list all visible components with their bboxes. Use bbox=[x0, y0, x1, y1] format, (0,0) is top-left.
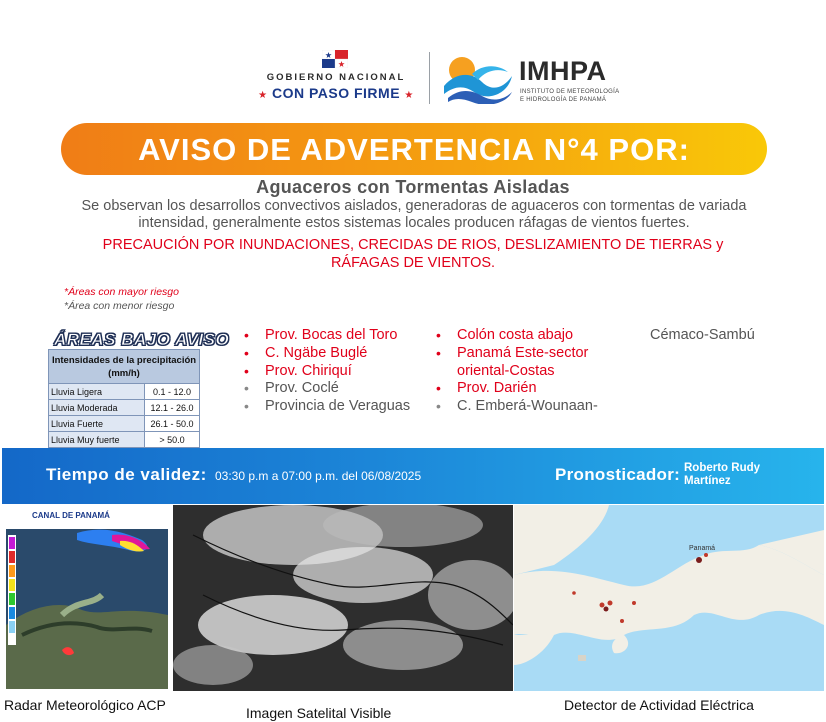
table-header: Intensidades de la precipitación (mm/h) bbox=[49, 350, 200, 384]
area-name: Panamá Este-sector bbox=[457, 344, 589, 361]
area-name: Prov. Coclé bbox=[265, 380, 339, 397]
radar-image bbox=[2, 505, 172, 691]
map-city-label: Panamá bbox=[689, 545, 716, 552]
imhpa-name: IMHPA bbox=[519, 56, 607, 86]
table-cell-label: Lluvia Muy fuerte bbox=[49, 432, 145, 448]
government-motto bbox=[252, 85, 420, 101]
legend-low-risk: *Área con menor riesgo bbox=[64, 300, 175, 312]
list-item bbox=[244, 363, 434, 381]
list-item bbox=[244, 327, 434, 345]
imhpa-wave-icon bbox=[442, 52, 514, 104]
title-banner bbox=[61, 123, 767, 175]
area-name: oriental-Costas bbox=[457, 362, 555, 379]
validity-value: 03:30 p.m a 07:00 p.m. del 06/08/2025 bbox=[215, 469, 422, 483]
area-name: Prov. Bocas del Toro bbox=[265, 327, 398, 343]
forecaster-name: Roberto Rudy Martínez bbox=[684, 462, 761, 487]
bullet-icon: • bbox=[244, 344, 249, 361]
list-item bbox=[436, 398, 636, 416]
radar-brand: CANAL DE PANAMÁ bbox=[32, 511, 110, 520]
area-name: Prov. Chiriquí bbox=[265, 362, 352, 379]
warning-description: Se observan los desarrollos convectivos aislados, generadoras de aguaceros con tormentas de variada intensidad, generalmente estos sistemas locales producen ráfagas de vientos fuertes. bbox=[81, 198, 747, 231]
warning-subtitle: Aguaceros con Tormentas Aisladas bbox=[256, 177, 570, 197]
satellite-image bbox=[173, 505, 513, 691]
lightning-map-graphic bbox=[514, 505, 824, 691]
satellite-graphic bbox=[173, 505, 513, 691]
table-header-row bbox=[49, 350, 200, 384]
government-name: GOBIERNO NACIONAL bbox=[266, 72, 406, 83]
bullet-icon: • bbox=[244, 398, 249, 415]
list-item bbox=[244, 398, 434, 416]
imhpa-subtitle-line1: INSTITUTO DE METEOROLOGÍA bbox=[520, 89, 620, 95]
bullet-icon: • bbox=[436, 327, 441, 343]
radar-map-graphic bbox=[2, 505, 172, 691]
lightning-map-image bbox=[514, 505, 824, 691]
header-divider bbox=[429, 52, 430, 104]
imhpa-subtitle-line2: E HIDROLOGÍA DE PANAMÁ bbox=[520, 97, 607, 103]
bullet-icon: • bbox=[244, 327, 249, 343]
table-row bbox=[49, 416, 200, 432]
list-item bbox=[436, 363, 636, 381]
area-name: C. Ngäbe Buglé bbox=[265, 344, 368, 361]
table-cell-label: Lluvia Fuerte bbox=[49, 416, 145, 432]
table-row bbox=[49, 384, 200, 400]
table-cell-label: Lluvia Moderada bbox=[49, 400, 145, 416]
table-row bbox=[49, 400, 200, 416]
list-item bbox=[436, 345, 636, 363]
panama-flag-icon bbox=[322, 50, 348, 68]
imhpa-logo bbox=[442, 52, 622, 106]
bullet-icon: • bbox=[436, 380, 441, 397]
legend-high-risk: *Áreas con mayor riesgo bbox=[64, 286, 179, 298]
precipitation-table bbox=[48, 349, 200, 448]
radar-caption: Radar Meteorológico ACP bbox=[4, 697, 166, 713]
forecaster-label: Pronosticador: bbox=[555, 465, 681, 484]
bullet-icon: • bbox=[244, 362, 249, 379]
table-cell-range: 12.1 - 26.0 bbox=[145, 400, 200, 416]
lightning-caption: Detector de Actividad Eléctrica bbox=[564, 697, 754, 713]
list-item bbox=[436, 327, 636, 345]
list-item bbox=[244, 345, 434, 363]
area-name: Colón costa abajo bbox=[457, 327, 574, 343]
government-motto-text: CON PASO FIRME bbox=[271, 85, 401, 101]
validity-label: Tiempo de validez: bbox=[46, 465, 207, 484]
areas-heading: ÁREAS BAJO AVISO bbox=[54, 330, 230, 349]
table-cell-range: 26.1 - 50.0 bbox=[145, 416, 200, 432]
bullet-icon: • bbox=[436, 344, 441, 361]
table-row bbox=[49, 432, 200, 448]
list-item bbox=[244, 380, 434, 398]
area-name: Prov. Darién bbox=[457, 380, 537, 397]
area-name: C. Emberá-Wounaan- bbox=[457, 398, 598, 415]
area-name-continued: Cémaco-Sambú bbox=[650, 327, 755, 343]
areas-list-column-2 bbox=[436, 327, 636, 416]
bullet-icon: • bbox=[436, 398, 441, 415]
imhpa-subtitle bbox=[520, 88, 619, 104]
area-name: Provincia de Veraguas bbox=[265, 398, 411, 415]
table-cell-label: Lluvia Ligera bbox=[49, 384, 145, 400]
table-cell-range: 0.1 - 12.0 bbox=[145, 384, 200, 400]
star-icon: ★ bbox=[404, 90, 414, 101]
precaution-text: PRECAUCIÓN POR INUNDACIONES, CRECIDAS DE RIOS, DESLIZAMIENTO DE TIERRAS y RÁFAGAS DE VIENTOS. bbox=[102, 237, 724, 271]
star-icon: ★ bbox=[258, 90, 268, 101]
government-logo bbox=[252, 50, 422, 106]
bullet-icon: • bbox=[244, 380, 249, 397]
list-item bbox=[436, 380, 636, 398]
validity-bar bbox=[2, 448, 824, 504]
areas-list-column-1 bbox=[244, 327, 434, 416]
satellite-caption: Imagen Satelital Visible bbox=[246, 705, 392, 721]
warning-title: AVISO DE ADVERTENCIA N°4 POR: bbox=[138, 132, 690, 167]
table-cell-range: > 50.0 bbox=[145, 432, 200, 448]
